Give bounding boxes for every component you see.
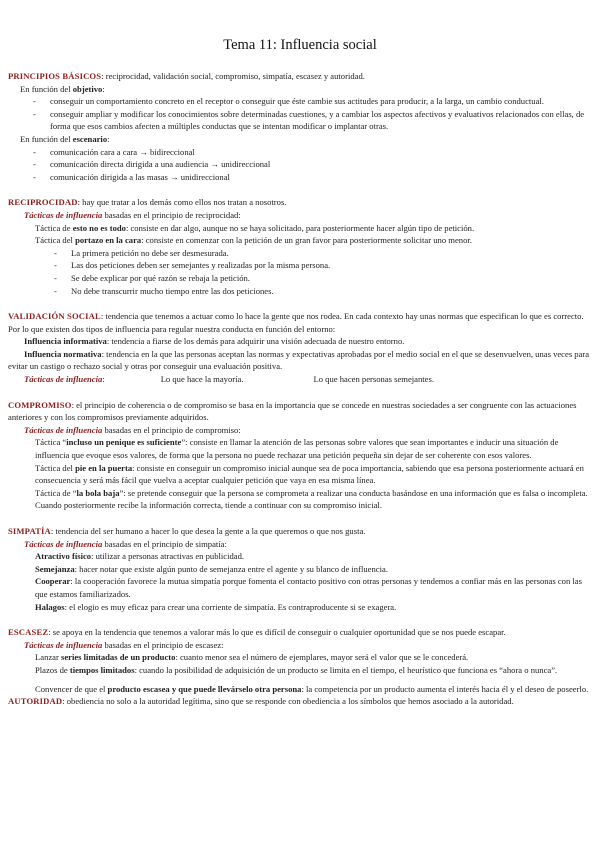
- list-item: - Se debe explicar por qué razón se rebaja la petición.: [8, 272, 592, 285]
- validacion-paragraph: VALIDACIÓN SOCIAL: tendencia que tenemos a actuar como lo hace la gente que nos rodea. En cada contexto hay unas normas que especifican lo que es correcto. Por lo que existen dos tipos de influencia para regular nuestra conducta en función del entorno:: [8, 311, 584, 334]
- list-item: - conseguir un comportamiento concreto en el receptor o conseguir que éste cambie sus actitudes para producir, a la larga, un cambio conductual.: [8, 95, 592, 108]
- principios-heading: PRINCIPIOS BÁSICOS: [8, 71, 102, 81]
- tactic-item: Táctica de esto no es todo: consiste en dar algo, aunque no se haya solicitado, para posteriormente hacer algún tipo de petición.: [35, 222, 475, 233]
- list-item: - La primera petición no debe ser desmesurada.: [8, 247, 592, 260]
- tactic-item: Semejanza: hacer notar que existe algún punto de semejanza entre el agente y su blanco de influencia.: [35, 563, 388, 574]
- document-body: [8, 70, 592, 708]
- escasez-heading: ESCASEZ: [8, 627, 49, 638]
- tactic-item: Táctica del portazo en la cara: consiste en comenzar con la petición de un gran favor para posteriormente solicitar uno menor.: [35, 235, 472, 246]
- influencia-informativa: Influencia informativa: tendencia a fiarse de los demás para adquirir una visión adecuada de nuestro entorno.: [24, 336, 405, 347]
- compromiso-paragraph: COMPROMISO: el principio de coherencia o de compromiso se basa en la importancia que se concede en nuestras sociedades a ser congruente con las actuaciones anteriores y con los compromisos previamente adquiridos.: [8, 399, 577, 423]
- tacticas-line: Tácticas de influencia basadas en el principio de simpatía:: [24, 538, 227, 549]
- simpatia-heading: SIMPATÍA: [8, 526, 51, 536]
- list-item: - comunicación cara a cara → bidireccional: [8, 146, 592, 159]
- reciprocidad-paragraph: RECIPROCIDAD: hay que tratar a los demás como ellos nos tratan a nosotros.: [8, 197, 287, 208]
- list-item: - conseguir ampliar y modificar los conocimientos sobre determinadas cuestiones, y a cambiar los aspectos afectivos y evaluativos relacionados con ellas, de forma que esos cambios afecten a múltiples conductas que se intentan modificar o implantar otras.: [8, 108, 592, 133]
- influencia-normativa: Influencia normativa: tendencia en la que las personas aceptan las normas y expectativas aprobadas por el medio social en el que se desenvuelven, unas veces para evitar un castigo o rechazo social y otras por conseguir una evaluación positiva.: [8, 348, 590, 372]
- tactic-item: Táctica “incluso un penique es suficiente”: consiste en llamar la atención de las personas sobre valores que sean importantes e inducir una situación de influencia que evoque esos valores, de forma que la persona no puede rechazar una petición pequeña sin dejar de ser coherente con esos valores.: [35, 437, 559, 461]
- tactic-item: Convencer de que el producto escasea y que puede llevárselo otra persona: la competencia por un producto aumenta el interés hacia él y el deseo de poseerlo.: [35, 683, 589, 694]
- page-title: Tema 11: Influencia social: [223, 37, 377, 53]
- escasez-paragraph: ESCASEZ: se apoya en la tendencia que tenemos a valorar más lo que es difícil de conseguir o cualquier oportunidad que se nos puede escapar.: [8, 627, 506, 638]
- list-item: - Las dos peticiones deben ser semejantes y realizadas por la misma persona.: [8, 259, 592, 272]
- reciprocidad-heading: RECIPROCIDAD: [8, 197, 78, 208]
- tactic-item: Táctica del pie en la puerta: consiste en conseguir un compromiso inicial aunque sea de poca importancia, sabiendo que esa persona posteriormente actuará en consecuencia y será más fácil que vuelva a aceptar cualquier petición que vaya en esa misma línea.: [35, 462, 584, 486]
- tactic-item: Lanzar series limitadas de un producto: cuanto menor sea el número de ejemplares, mayor será el valor que se le concederá.: [35, 652, 469, 663]
- list-item: - No debe transcurrir mucho tiempo entre las dos peticiones.: [8, 285, 592, 298]
- validacion-heading: VALIDACIÓN SOCIAL: [8, 311, 101, 322]
- tactic-item: Atractivo físico: utilizar a personas atractivas en publicidad.: [35, 551, 245, 562]
- list-item: - comunicación dirigida a las masas → unidireccional: [8, 171, 592, 184]
- tactic-item: Cooperar: la cooperación favorece la mutua simpatía porque fomenta el contacto positivo con otras personas y tendemos a confiar más en las personas con las que estamos familiarizados.: [35, 576, 582, 599]
- list-item: - comunicación directa dirigida a una audiencia → unidireccional: [8, 158, 592, 171]
- tactic-item: Halagos: el elogio es muy eficaz para crear una corriente de simpatía. Es contraproducente si se exagera.: [35, 601, 397, 612]
- tactic-item: Táctica de “la bola baja”: se pretende conseguir que la persona se comprometa a realizar una conducta basándose en una información que es falsa o incompleta. Cuando posteriormente recibe la información correcta, tiende a continuar con su compromiso inicial.: [35, 487, 588, 511]
- tactic-item: Plazos de tiempos limitados: cuando la posibilidad de adquisición de un producto se limita en el tiempo, el heurístico que funciona es “ahora o nunca”.: [35, 664, 558, 675]
- tacticas-line: Tácticas de influencia basadas en el principio de escasez:: [24, 639, 224, 650]
- tacticas-line: Tácticas de influencia: Lo que hace la mayoría. Lo que hacen personas semejantes.: [24, 374, 434, 385]
- principios-text: : reciprocidad, validación social, compromiso, simpatía, escasez y autoridad.: [101, 71, 365, 81]
- escenario-label: En función del escenario:: [20, 133, 110, 144]
- autoridad-heading: AUTORIDAD: [8, 696, 63, 707]
- principios-paragraph: [8, 70, 592, 83]
- tacticas-line: Tácticas de influencia basadas en el principio de reciprocidad:: [24, 209, 241, 220]
- compromiso-heading: COMPROMISO: [8, 399, 72, 410]
- simpatia-paragraph: SIMPATÍA: tendencia del ser humano a hacer lo que desea la gente a la que queremos o que nos gusta.: [8, 526, 366, 536]
- tacticas-line: Tácticas de influencia basadas en el principio de compromiso:: [24, 424, 241, 435]
- autoridad-paragraph: AUTORIDAD: obediencia no solo a la autoridad legítima, sino que se responde con obediencia a los símbolos que hemos asociado a la autoridad.: [8, 696, 514, 707]
- objetivo-label: En función del objetivo:: [20, 83, 105, 94]
